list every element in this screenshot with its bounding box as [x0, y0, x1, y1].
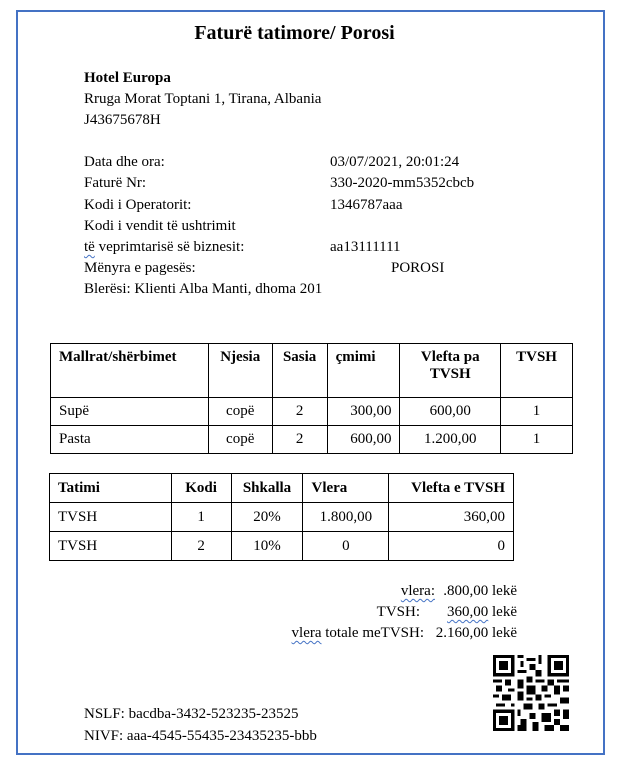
column-header: TVSH: [501, 344, 573, 398]
table-cell: 10%: [231, 532, 303, 561]
table-cell: 0: [389, 532, 514, 561]
nivf-code: NIVF: aaa-4545-55435-23435235-bbb: [84, 728, 317, 744]
operator-code-label: Kodi i Operatorit:: [84, 197, 192, 213]
table-cell: Supë: [51, 398, 209, 426]
table-cell: TVSH: [50, 532, 172, 561]
spellcheck-word: vlera: [291, 625, 322, 641]
table-cell: 1: [501, 398, 573, 426]
payment-method-value: POROSI: [391, 260, 445, 276]
table-cell: 1: [501, 426, 573, 454]
table-row: [50, 503, 514, 532]
column-header: Vlefta e TVSH: [389, 474, 514, 503]
table-cell: 600,00: [400, 398, 501, 426]
page-title: Faturë tatimore/ Porosi: [194, 22, 395, 44]
column-header: Shkalla: [231, 474, 303, 503]
table-cell: 1.800,00: [303, 503, 389, 532]
items-table: [50, 343, 573, 454]
totals-grand-label: [292, 625, 424, 642]
qr-code-icon: [493, 655, 569, 731]
column-header: Kodi: [171, 474, 231, 503]
table-row: [51, 426, 573, 454]
table-cell: TVSH: [50, 503, 172, 532]
table-cell: copë: [208, 426, 272, 454]
column-header: Sasia: [272, 344, 327, 398]
column-header: Tatimi: [50, 474, 172, 503]
business-location-label-line1: Kodi i vendit të ushtrimit: [84, 218, 236, 234]
column-header: Vlera: [303, 474, 389, 503]
hotel-nipt: J43675678H: [84, 112, 161, 128]
table-row: [50, 532, 514, 561]
datetime-value: 03/07/2021, 20:01:24: [330, 154, 460, 170]
totals-grand-value: 2.160,00 lekë: [435, 625, 517, 641]
payment-method-label: Mënyra e pagesës:: [84, 260, 196, 276]
table-cell: 0: [303, 532, 389, 561]
table-cell: 2: [272, 398, 327, 426]
column-header: Vlefta pa TVSH: [400, 344, 501, 398]
column-header: çmimi: [327, 344, 400, 398]
table-row: [51, 398, 573, 426]
table-cell: 1.200,00: [400, 426, 501, 454]
datetime-label: Data dhe ora:: [84, 154, 165, 170]
business-location-value: aa13111111: [330, 239, 401, 255]
buyer-info: Blerësi: Klienti Alba Manti, dhoma 201: [84, 281, 323, 297]
totals-vlera-value: .800,00 lekë: [443, 583, 517, 599]
column-header: Mallrat/shërbimet: [51, 344, 209, 398]
items-table-header: [51, 344, 573, 398]
totals-tvsh-value: [447, 604, 517, 621]
table-cell: 2: [171, 532, 231, 561]
currency-unit: lekë: [488, 604, 517, 620]
hotel-name: Hotel Europa: [84, 70, 171, 86]
table-cell: 2: [272, 426, 327, 454]
totals-vlera-label: [401, 583, 435, 600]
table-cell: copë: [208, 398, 272, 426]
tax-table: [49, 473, 514, 561]
table-cell: 20%: [231, 503, 303, 532]
operator-code-value: 1346787aaa: [330, 197, 403, 213]
table-cell: 360,00: [389, 503, 514, 532]
spellcheck-word: të: [84, 239, 95, 255]
grand-label-rest: totale meTVSH:: [321, 625, 424, 641]
business-location-label-rest: veprimtarisë së biznesit:: [94, 239, 245, 255]
totals-tvsh-label: TVSH:: [376, 604, 420, 620]
nslf-code: NSLF: bacdba-3432-523235-23525: [84, 706, 299, 722]
table-cell: 300,00: [327, 398, 400, 426]
column-header: Njesia: [208, 344, 272, 398]
table-cell: 1: [171, 503, 231, 532]
spellcheck-word: 360,00: [447, 604, 489, 620]
invoice-number-value: 330-2020-mm5352cbcb: [330, 175, 475, 191]
invoice-number-label: Faturë Nr:: [84, 175, 147, 191]
table-cell: Pasta: [51, 426, 209, 454]
business-location-label-line2: [84, 239, 244, 256]
hotel-address: Rruga Morat Toptani 1, Tirana, Albania: [84, 91, 322, 107]
spellcheck-word: vlera:: [400, 583, 435, 599]
table-cell: 600,00: [327, 426, 400, 454]
tax-table-header: [50, 474, 514, 503]
